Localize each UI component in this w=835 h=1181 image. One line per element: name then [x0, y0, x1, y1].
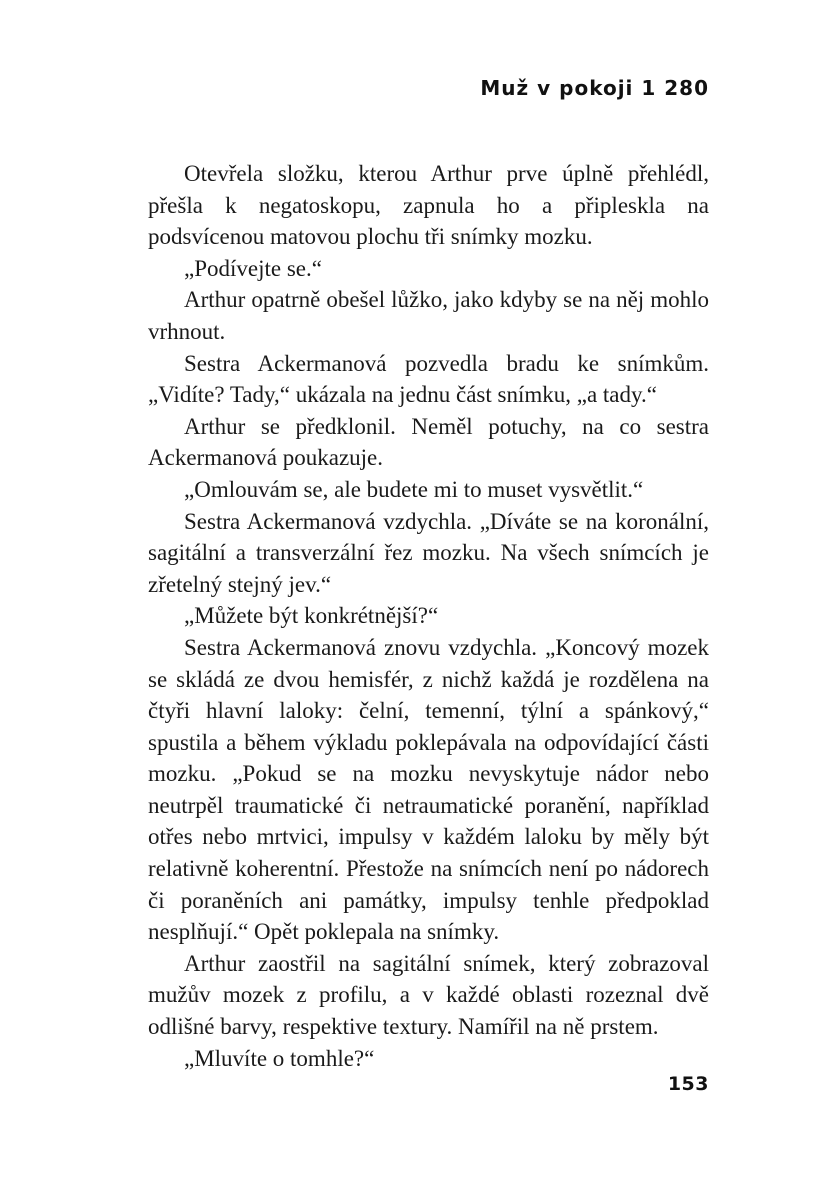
paragraph: „Mluvíte o tomhle?“: [184, 1045, 375, 1071]
paragraph: Arthur opatrně obešel lůžko, jako kdyby se na něj mohlo vrhnout.: [148, 287, 709, 344]
paragraph: Sestra Ackermanová znovu vzdychla. „Koncový mozek se skládá ze dvou hemisfér, z nichž každá je rozdělena na čtyři hlavní laloky: čelní, temenní, týlní a spánkový,“ spustila a během výkladu poklepávala na odpovídající části mozku. „Pokud se na mozku nevyskytuje nádor nebo neutrpěl traumatické či netraumatické poranění, například otřes nebo mrtvici, impulsy v každém laloku by měly být relativně koherentní. Přestože na snímcích není po nádorech či poraněních ani památky, impulsy tenhle předpoklad nesplňují.“ Opět poklepala na snímky.: [148, 634, 709, 945]
paragraph: Arthur se předklonil. Neměl potuchy, na co sestra Ackermanová poukazuje.: [148, 413, 709, 471]
paragraph: Sestra Ackermanová vzdychla. „Díváte se na koronální, sagitální a transverzální řez mozku. Na všech snímcích je zřetelný stejný jev.“: [148, 508, 709, 597]
body-text: [148, 158, 709, 1074]
paragraph: Otevřela složku, kterou Arthur prve úplně přehlédl, přešla k negatoskopu, zapnula ho a připleskla na podsvícenou matovou plochu tři snímky mozku.: [148, 161, 709, 250]
paragraph: Sestra Ackermanová pozvedla bradu ke snímkům. „Vidíte? Tady,“ ukázala na jednu část snímku, „a tady.“: [148, 350, 709, 408]
paragraph: „Omlouvám se, ale budete mi to muset vysvětlit.“: [184, 476, 644, 502]
page-number: 153: [667, 1073, 709, 1095]
paragraph: „Můžete být konkrétnější?“: [184, 603, 439, 629]
paragraph: „Podívejte se.“: [184, 255, 322, 281]
paragraph: Arthur zaostřil na sagitální snímek, který zobrazoval mužův mozek z profilu, a v každé oblasti rozeznal dvě odlišné barvy, respektive textury. Namířil na ně prstem.: [148, 950, 709, 1040]
running-header: Muž v pokoji 1 280: [480, 76, 709, 100]
